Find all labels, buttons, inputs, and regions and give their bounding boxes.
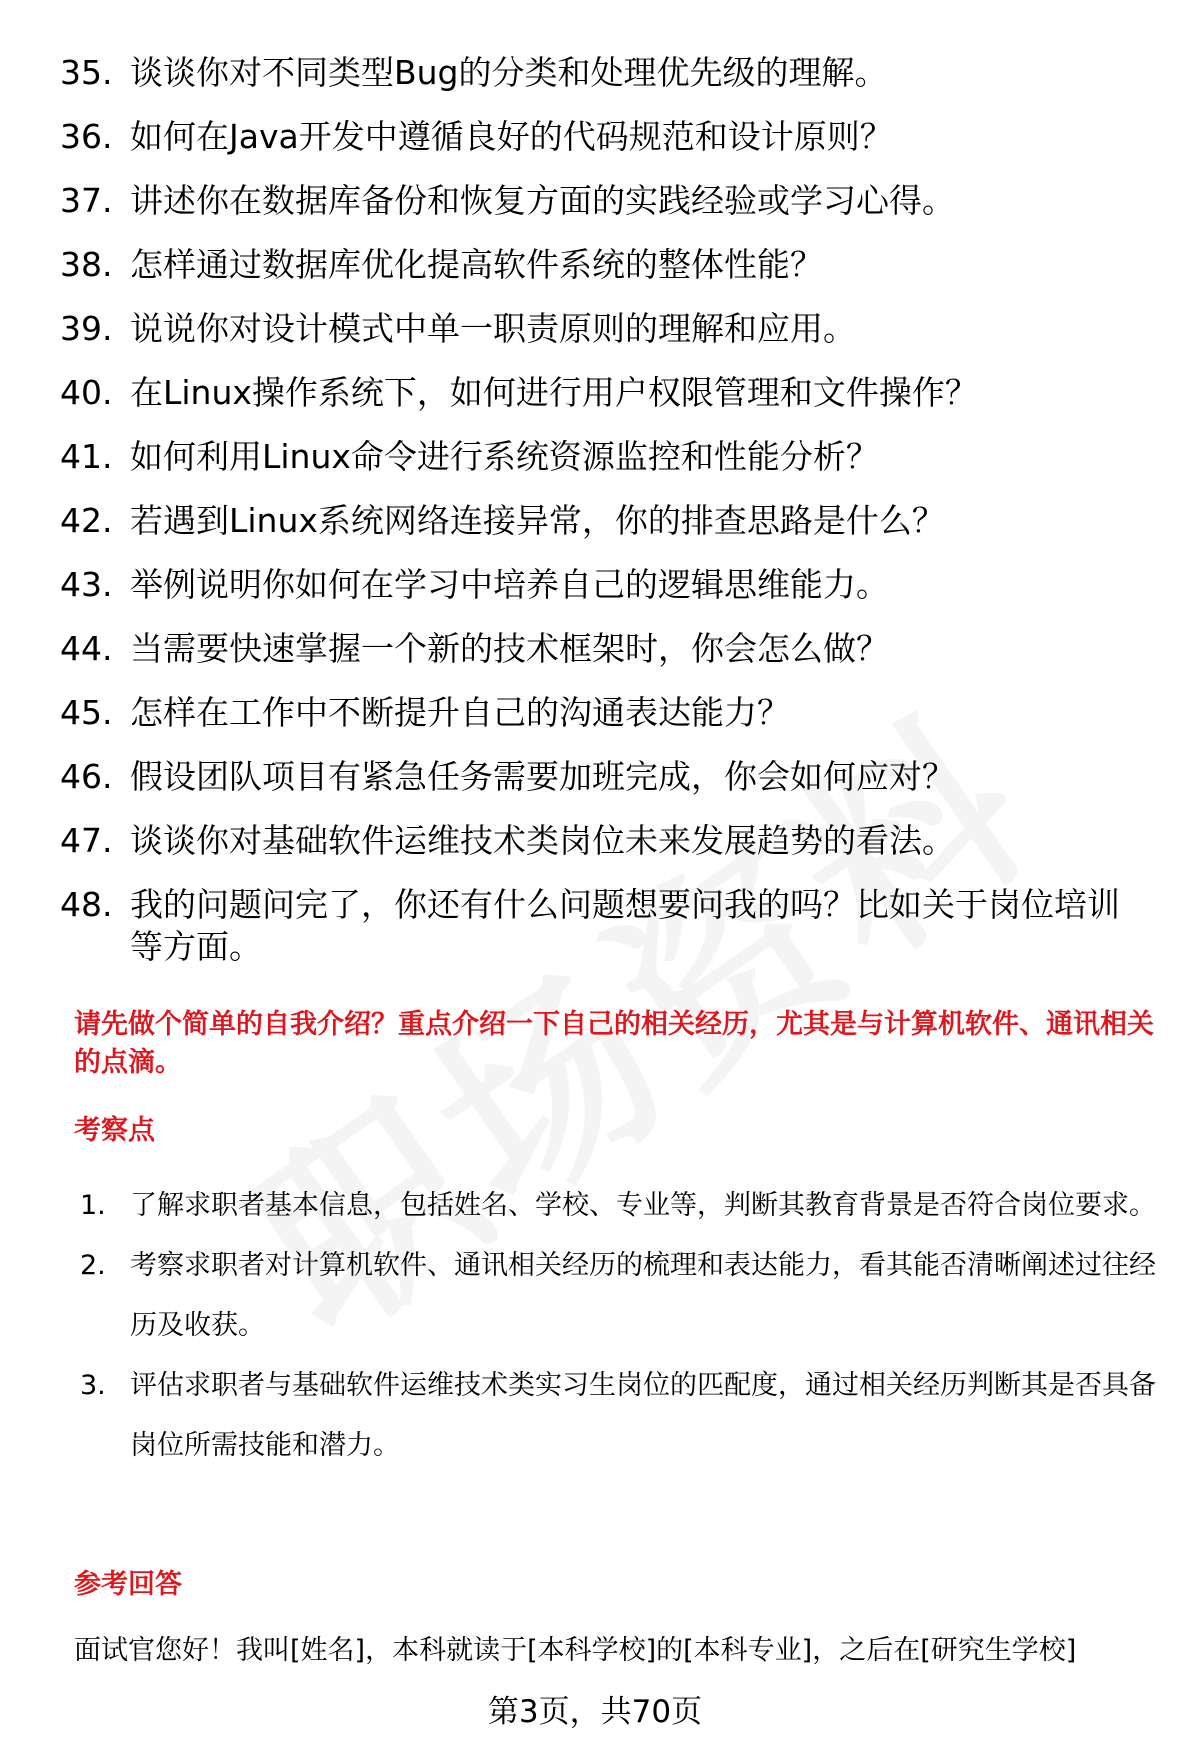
point-item xyxy=(80,1356,1160,1476)
answer-text: 面试官您好！我叫[姓名]，本科就读于[本科学校]的[本科专业]，之后在[研究生学校] xyxy=(74,1635,1077,1666)
question-item xyxy=(60,500,1150,542)
point-text: 评估求职者与基础软件运维技术类实习生岗位的匹配度，通过相关经历判断其是否具备岗位所需技能和潜力。 xyxy=(130,1370,1156,1461)
question-list xyxy=(60,52,1150,990)
question-text: 在Linux操作系统下，如何进行用户权限管理和文件操作？ xyxy=(130,373,978,412)
answer-heading: 参考回答 xyxy=(74,1569,182,1600)
question-number: 38. xyxy=(60,245,113,284)
question-text: 如何利用Linux命令进行系统资源监控和性能分析？ xyxy=(130,437,879,476)
point-number: 1. xyxy=(80,1190,106,1221)
question-item xyxy=(60,244,1150,286)
point-number: 2. xyxy=(80,1250,106,1281)
question-item xyxy=(60,52,1150,94)
question-number: 40. xyxy=(60,373,113,412)
page-footer: 第3页，共70页 xyxy=(487,1694,703,1730)
question-number: 47. xyxy=(60,821,113,860)
points-heading: 考察点 xyxy=(74,1115,155,1146)
question-number: 42. xyxy=(60,501,113,540)
question-item xyxy=(60,308,1150,350)
question-text: 如何在Java开发中遵循良好的代码规范和设计原则？ xyxy=(130,117,893,156)
point-text: 了解求职者基本信息，包括姓名、学校、专业等，判断其教育背景是否符合岗位要求。 xyxy=(130,1190,1156,1221)
question-text: 谈谈你对不同类型Bug的分类和处理优先级的理解。 xyxy=(130,53,888,92)
question-number: 45. xyxy=(60,693,113,732)
point-item xyxy=(80,1236,1160,1356)
point-text: 考察求职者对计算机软件、通讯相关经历的梳理和表达能力，看其能否清晰阐述过往经历及收获。 xyxy=(130,1250,1156,1341)
question-text: 讲述你在数据库备份和恢复方面的实践经验或学习心得。 xyxy=(130,181,955,220)
question-item xyxy=(60,628,1150,670)
question-number: 44. xyxy=(60,629,113,668)
question-number: 37. xyxy=(60,181,113,220)
question-text: 怎样通过数据库优化提高软件系统的整体性能？ xyxy=(130,245,823,284)
points-list xyxy=(80,1176,1160,1476)
question-item xyxy=(60,180,1150,222)
question-text: 若遇到Linux系统网络连接异常，你的排查思路是什么？ xyxy=(130,501,945,540)
question-number: 39. xyxy=(60,309,113,348)
question-text: 当需要快速掌握一个新的技术框架时，你会怎么做？ xyxy=(130,629,889,668)
question-item xyxy=(60,564,1150,606)
question-text: 说说你对设计模式中单一职责原则的理解和应用。 xyxy=(130,309,856,348)
question-text: 举例说明你如何在学习中培养自己的逻辑思维能力。 xyxy=(130,565,889,604)
question-text: 我的问题问完了，你还有什么问题想要问我的吗？比如关于岗位培训等方面。 xyxy=(130,885,1120,966)
question-item xyxy=(60,372,1150,414)
question-number: 46. xyxy=(60,757,113,796)
question-number: 36. xyxy=(60,117,113,156)
question-item xyxy=(60,692,1150,734)
featured-question: 请先做个简单的自我介绍？重点介绍一下自己的相关经历，尤其是与计算机软件、通讯相关的点滴。 xyxy=(74,1009,1154,1078)
question-item xyxy=(60,436,1150,478)
question-number: 48. xyxy=(60,885,113,924)
question-item xyxy=(60,884,1150,968)
question-item xyxy=(60,756,1150,798)
question-number: 41. xyxy=(60,437,113,476)
question-text: 假设团队项目有紧急任务需要加班完成，你会如何应对？ xyxy=(130,757,955,796)
question-number: 43. xyxy=(60,565,113,604)
point-number: 3. xyxy=(80,1370,106,1401)
question-item xyxy=(60,116,1150,158)
question-text: 谈谈你对基础软件运维技术类岗位未来发展趋势的看法。 xyxy=(130,821,955,860)
question-item xyxy=(60,820,1150,862)
question-text: 怎样在工作中不断提升自己的沟通表达能力？ xyxy=(130,693,790,732)
question-number: 35. xyxy=(60,53,113,92)
point-item xyxy=(80,1176,1160,1236)
